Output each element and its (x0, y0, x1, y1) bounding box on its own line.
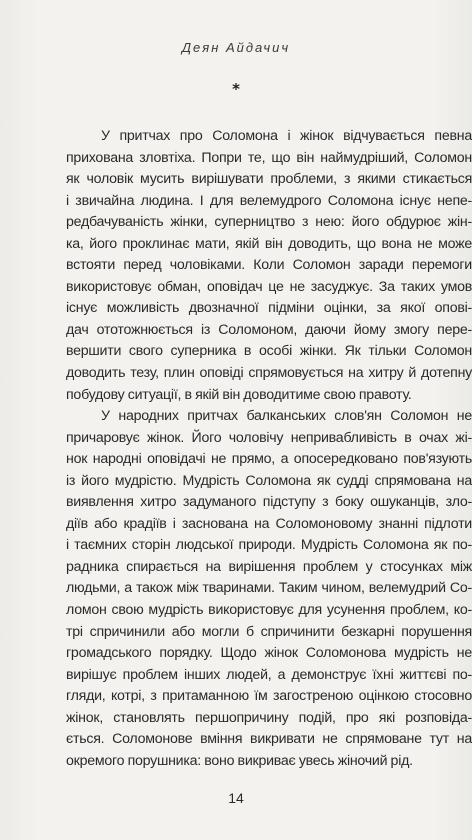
text-line: із його мудрістю. Мудрість Соломона як судді спрямована на (66, 472, 472, 489)
text-line: прихована зловтіха. Попри те, що він наймудріший, Соломон (66, 149, 472, 166)
running-head-author: Деян Айдачич (181, 40, 291, 55)
text-line: використовує обман, оповідач це не засуджує. За таких умов (66, 278, 472, 295)
text-line: доводить тезу, плин оповіді спрямовується на хитру й дотепну (66, 365, 472, 382)
text-line: У народних притчах балканських слов'ян Соломон не (101, 408, 472, 425)
text-line: ка, його проклинає мати, якій він доводить, що вона не може (66, 235, 472, 252)
body-text (66, 126, 472, 772)
text-line: громадського порядку. Щодо жінок Соломонова мудрість не (66, 645, 472, 662)
text-line: жінок, становлять першопричину подій, про які розповіда- (66, 709, 472, 726)
text-line: виявлення хитро задуманого підступу з боку ошуканців, зло- (66, 494, 472, 511)
text-line: людьми, а також між тваринами. Таким чином, велемудрий Со- (66, 580, 472, 597)
page-number: 14 (228, 790, 244, 806)
text-line: гляди, котрі, з притаманною їм загостреною оцінкою стосовно (66, 688, 472, 705)
text-line: У притчах про Соломона і жінок відчувається певна (101, 128, 472, 144)
text-line: ється. Соломонове вміння викривати не спрямоване тут на (66, 731, 472, 748)
text-line: редбачуваність жінки, суперництво з нею: його обдурює жін- (66, 214, 472, 231)
text-line: нок народні оповідачі не прямо, а опосередковано пов'язують (66, 451, 472, 468)
text-line: існує можливість двозначної підміни оцінки, за якої опові- (66, 300, 472, 317)
text-line: радника спирається на вирішення проблем у стосунках між (66, 558, 472, 575)
text-line: трі спричинили або могли б спричинити безкарні порушення (66, 623, 472, 640)
text-line: і звичайна людина. І для велемудрого Соломона існує непе- (66, 192, 472, 209)
text-line: ломон свою мудрість використовує для усунення проблем, ко- (66, 602, 472, 619)
text-line: побудову ситуації, в якій він доводитиме свою правоту. (66, 386, 412, 403)
text-line: вирішує проблем інших людей, а демонструє їхні життєві по- (66, 666, 472, 683)
text-line: діїв або крадіїв і заснована на Соломоновому знанні підлоти (66, 515, 472, 532)
text-line: встояти перед чоловіками. Коли Соломон заради перемоги (66, 257, 472, 274)
text-line: як чоловік мусить вирішувати проблеми, з якими стикається (66, 171, 472, 188)
section-separator-asterisk: * (232, 80, 240, 98)
text-line: причаровує жінок. Його чоловічу непривабливість в очах жі- (66, 429, 472, 446)
text-line: дач ототожнюється із Соломоном, даючи йому змогу пере- (66, 321, 472, 338)
paragraph-1 (66, 126, 472, 406)
paragraph-2 (66, 406, 472, 772)
text-line: вершити свого суперника в особі жінки. Як тільки Соломон (66, 343, 472, 360)
text-line: окремого порушника: воно викриває увесь жіночий рід. (66, 752, 413, 769)
text-line: і таємних сторін людської природи. Мудрість Соломона як по- (66, 537, 472, 554)
